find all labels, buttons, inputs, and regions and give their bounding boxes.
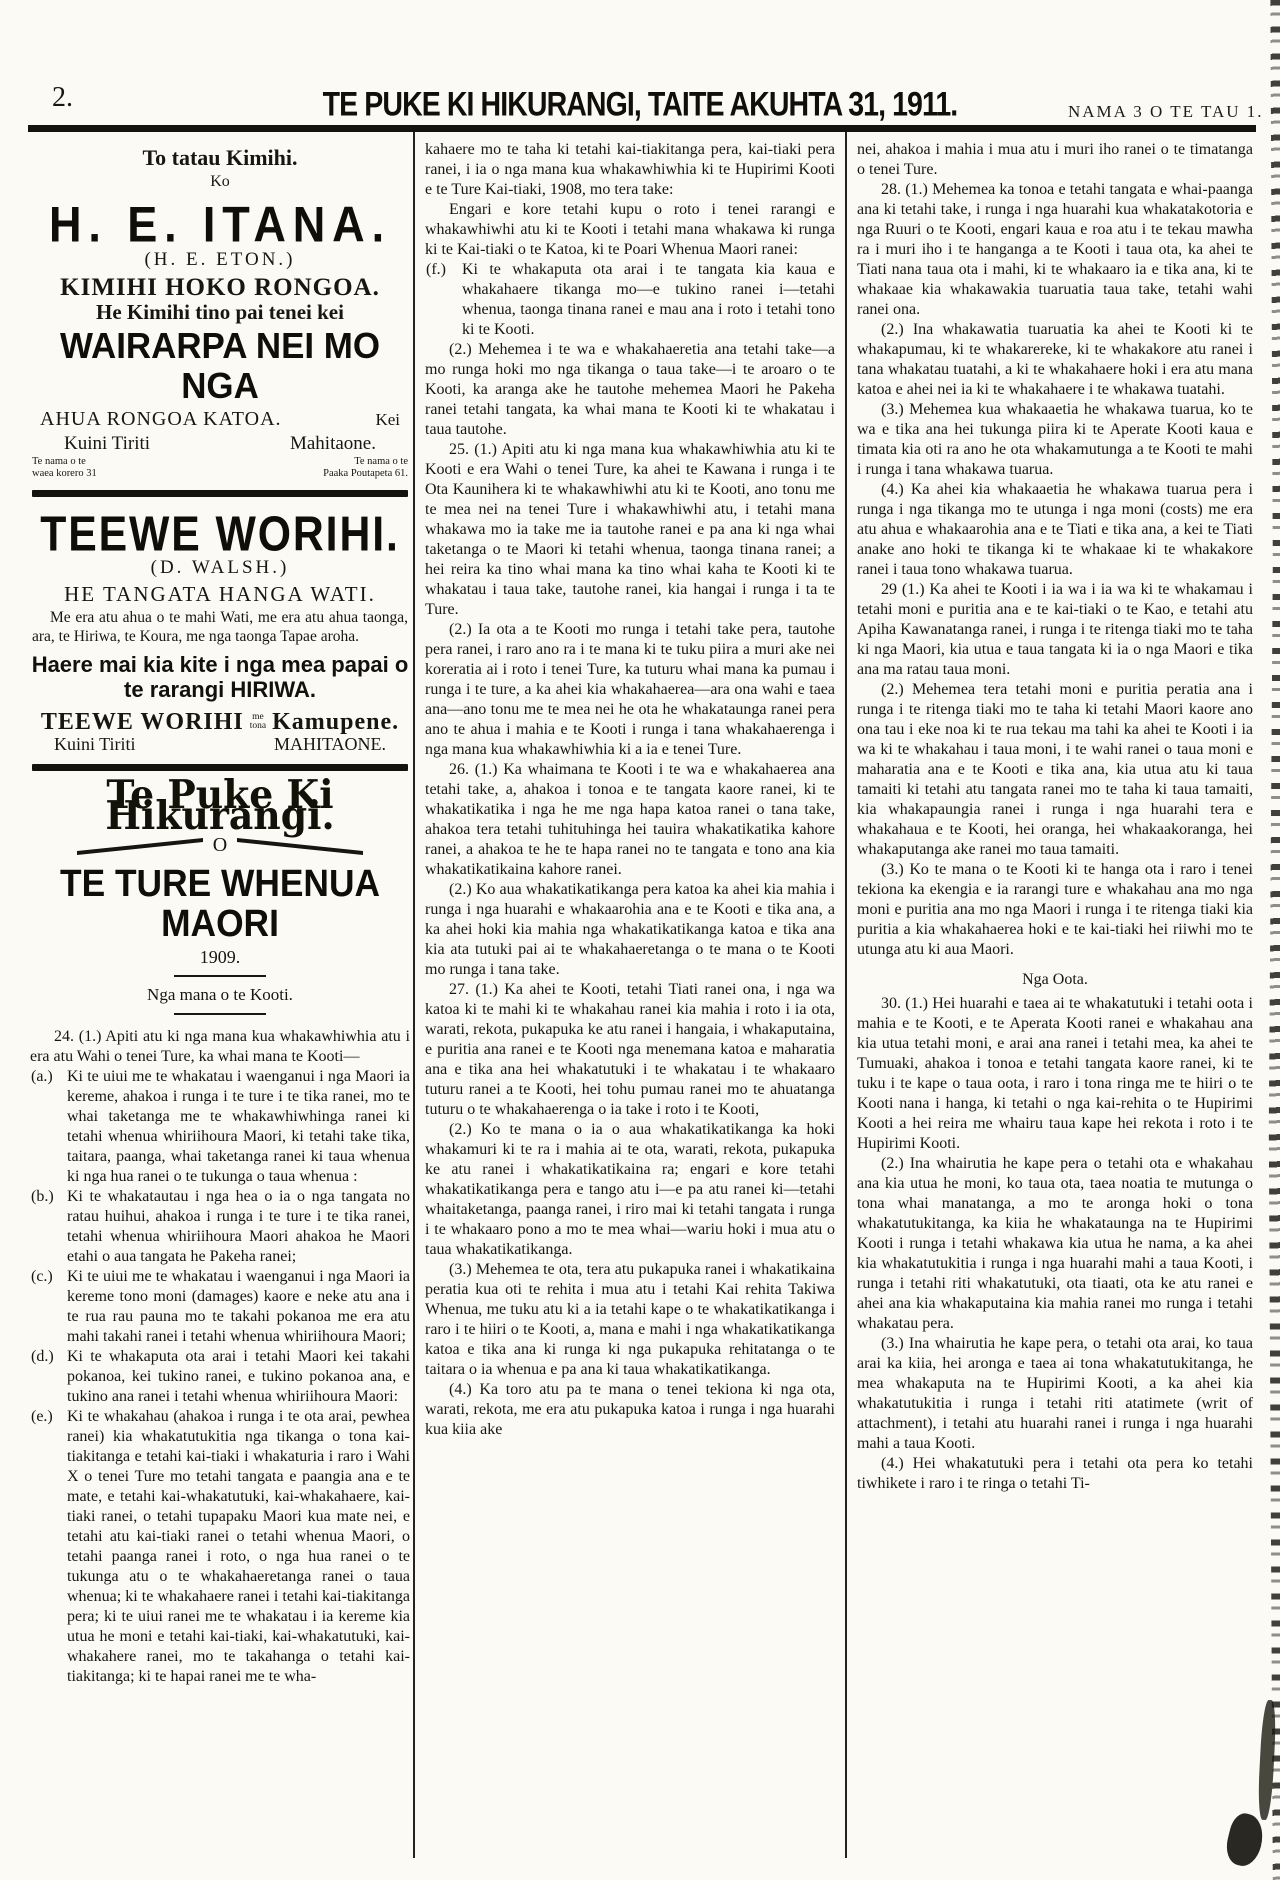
ad-box-note: Te nama o te Paaka Poutapeta 61.: [323, 456, 408, 480]
clause-item: [30, 1067, 410, 1187]
ad-places-row: [30, 734, 410, 754]
ad-firm-connector: me tona: [249, 712, 267, 732]
ad-line: AHUA RONGOA KATOA.: [40, 408, 282, 431]
clause-label: (a.): [31, 1068, 53, 1086]
ad-body-text: Me era atu ahua o te mahi Wati, me era atu ahua taonga, ara, te Hiriwa, te Koura, me nga taonga Tapae aroha.: [32, 609, 408, 646]
paragraph: (2.) Mehemea i te wa e whakahaeretia ana tetahi take—a mo runga hoki mo nga tikanga o taua take—i te aroaro o te Kooti, ka aranga ake he tautohe mehemea Maori he Pakeha ranei tetahi tangata, ka whai mana te Kooti ki te whakatau i taua tautohe.: [425, 341, 835, 438]
walsh-advertisement: [30, 505, 410, 771]
paragraph: kahaere mo te taha ki tetahi kai-tiakitanga pera, kai-tiaki pera ranei, i ia o nga mana kua whakawhiwhia ki te Hupirimi Kooti e te Ture Kai-tiaki, 1908, mo tera take:: [425, 141, 835, 198]
ad-places-row: [30, 434, 410, 454]
paragraph: Engari e kore tetahi kupu o roto i tenei rarangi e whakawhiwhi atu ki te Kooti i tetahi mana whakawa ki runga ki te Kai-tiaki o te Katoa, ki te Poari Whenua Maori ranei:: [425, 201, 835, 258]
section-heading: Nga mana o te Kooti.: [147, 985, 293, 1005]
clause-label: (c.): [31, 1268, 53, 1286]
clause-item: [30, 1347, 410, 1407]
ad-kei: Kei: [375, 410, 400, 430]
right-column: [857, 140, 1253, 1852]
paragraph: (4.) Ka toro atu pa te mana o tenei tekiona ki nga ota, warati, rekota, me era atu pukapuka katoa i runga i nga huarahi kua kiia ake: [425, 1381, 835, 1438]
paragraph: (2.) Ia ota a te Kooti mo runga i tetahi take pera, tautohe pera ranei, i raro ano ra i te mana ki te tuku piira a muri ake nei koreratia ai i roto i tenei Ture, ka tuturu whai mana ka pumau i runga i te ture, a ka ahei kia whakahaerea—ara ona wahi e taea ana—ano tonu me te mea nei he ota he whakataunga ranei pera ano te ahua i mahia e te Kooti i runga i tana whakahaerenga i nga mana kua whakawhiwhia ki a ia e tenei Ture.: [425, 621, 835, 758]
clause-label: (d.): [31, 1348, 54, 1366]
paper-title: Te Puke Ki Hikurangi.: [105, 771, 335, 840]
ad-phone-note: Te nama o te waea korero 31: [32, 456, 97, 480]
paragraph: (2.) Mehemea tera tetahi moni e puritia peratia ana i runga i te ritenga tiaki mo te taha ki tetahi Maori kaore ano ona tau i eke noa ki te rua tekau ma tahi ka ahei te Kooti i ia wa ki te whakahau i taua moni, i te wahi ranei o taua moni e maharatia ana e te Kooti e tika ana, kia utua atu ki taua tamaiti ki tetahi atu tangata ranei mo te taha ki taua tamaiti, kia whakapaungia ranei i runga i nga huarahi tera e whakahaua e te Kooti, hei oranga, hei whakaakoranga, hei whakaputanga ake ranei mo taua tamaiti.: [857, 681, 1253, 858]
clause-item: [30, 1187, 410, 1267]
ad-name-alt: (D. WALSH.): [150, 557, 290, 579]
paragraph: (3.) Ina whairutia he kape pera, o tetahi ota arai, ko taua arai ka kiia, hei aronga e taea ai tona whakatutukitanga, he mea whakaputa na te Hupirimi Kooti, a ka ahei kia whakatutukitia i runga i tetahi riti atatimete (writ of attachment), i tetahi atu huarahi ranei i runga i nga huarahi mahi a taua Kooti.: [857, 1335, 1253, 1452]
paragraph: (2.) Ina whakawatia tuaruatia ka ahei te Kooti ki te whakapumau, ki te whakarereke, ki te whakakore atu ranei i tana whakatau tuatahi, a ki te whakahaere hoki i era atu mana katoa e ahei nei ia ki te whakahaere i te whakawa tuatahi.: [857, 321, 1253, 398]
ad-firm-name: TEEWE WORIHI: [40, 709, 244, 736]
ad-heading: To tatau Kimihi.: [142, 145, 298, 170]
paragraph: (3.) Ko te mana o te Kooti ki te hanga ota i raro i tenei tekiona ka ekengia e ia rarangi ture e whakahau ana mo nga moni e puritia ana mo nga Maori i runga i te ritenga tiaki kia puritia a kia whakahaerea hoki e te kai-tiaki hei riiwhi mo te utunga atu ki aua Maori.: [857, 861, 1253, 958]
paragraph: 24. (1.) Apiti atu ki nga mana kua whakawhiwhia atu i era atu Wahi o tenei Ture, ka whai mana te Kooti—: [30, 1028, 410, 1066]
paragraph: 25. (1.) Apiti atu ki nga mana kua whakawhiwhia atu ki te Kooti e era Wahi o tenei Ture, ka ahei te Kawana i runga i te Ota Kaunihera ki te whakawhiwhi atu ki te Kooti, ano tonu me te mea nei na tenei Ture i whakawhiwhi atu, i tetahi mana whakawa mo ia take me ia tautohe ranei e pa ana ki nga whai taketanga o te Maori ki tetahi whenua, taonga tinana ranei; a hei reira ka tino whai mana ka tino whai kaha te Kooti ki te whakatau i taua take, tautohe ranei, kia hangai i runga i ta te Ture.: [425, 441, 835, 618]
header-rule: [28, 125, 1256, 132]
ad-divider-rule: [32, 490, 408, 497]
paragraph: 26. (1.) Ka whaimana te Kooti i te wa e whakahaerea ana tetahi take, a, ahakoa i tonoa e te tangata kaore ranei, ki te whakatikatika i nga he me nga hapa katoa ranei o tana take, ahakoa tera tetahi tuhituhinga hei tauira whakatikatika kahore ranei, a ahakoa te he te hapa ranei no te tangata e tono ana kia whakatikatikaina kahore ranei.: [425, 761, 835, 878]
ad-line: KIMIHI HOKO RONGOA.: [60, 274, 380, 302]
ad-notes-row: [30, 456, 410, 480]
left-column: [30, 140, 410, 1852]
left-column-body: [30, 1027, 410, 1687]
ad-place-right: MAHITAONE.: [273, 734, 386, 755]
clause-text: Ki te uiui me te whakatau i waenganui i nga Maori ia kereme, ahakoa i runga i te ture i te tika ranei, mo te whai taketanga me te whakawhiwhinga ranei ki tetahi whenua whiriihoura Maori, ki tetahi take tika, taitara, paanga, whai taketanga ranei ki taua whenua ki nga hua ranei o te tukunga o taua whenua :: [67, 1068, 410, 1186]
issue-number: NAMA 3 O TE TAU 1.: [1068, 102, 1264, 121]
ornament-letter: O: [212, 834, 228, 857]
ink-streak-artifact: [1257, 1700, 1277, 1821]
ad-place-right: Mahitaone.: [289, 433, 376, 455]
paragraph: (3.) Mehemea te ota, tera atu pukapuka ranei i whakatikaina peratia kua oti te rehita i mua atu i tetahi Kai rehita Takiwa Whenua, me tuku atu ki a ia tetahi kape o te whakatikatikanga i raro i te hiiri o te Kooti, a, mana e mahi i nga whakatikatikanga katoa e tika ana ki runga ki nga pukapuka rehitatanga o te taitara o ia whenua e pa ana ki taua whakatikatikanga.: [425, 1261, 835, 1378]
ad-row: [30, 409, 410, 430]
clause-text: Ki te whakaputa ota arai i tetahi Maori kei takahi pokanoa, kei tukino ranei, e tukino pokanoa ana, e tukino ana ranei i tetahi whenua whiriihoura Maori:: [67, 1348, 410, 1406]
paragraph: (2.) Ko te mana o ia o aua whakatikatikanga ka hoki whakamuri ki te ra i mahia ai te ota, warati, rekota, pukapuka ke atu ranei i whakatikatikaina ra; engari e kore tetahi whakatikatikanga pera e tango atu i—e pa atu ranei ki—tetahi whaitaketanga, paanga ranei, i riro mai ki tetahi tangata i runga i te whakaaro pono a mo te mea whai—wariu hoki i mua atu o taua whakatikatikanga.: [425, 1121, 835, 1258]
short-rule: [174, 975, 266, 977]
section-heading: Nga Oota.: [1022, 971, 1088, 988]
ad-line: WAIRARPA NEI MO NGA: [59, 325, 381, 406]
clause-label: (b.): [31, 1188, 54, 1206]
ad-line: HE TANGATA HANGA WATI.: [64, 582, 376, 607]
clause-item: [30, 1267, 410, 1347]
paragraph: 27. (1.) Ka ahei te Kooti, tetahi Tiati ranei ona, i nga wa katoa ki te mahi ki te whakahau ranei kia mahia i roto i ia ota, warati, rekota, pukapuka ke atu ranei i hangaia, i whakaputaina, e puritia ana ranei e te Kooti nga menemana katoa e maharatia ana e tika ana hei whakatutuki i te whakatau i te whakaaro tuturu ranei a te Kooti, hei tohu pumau ranei mo te ahuatanga tuturu o te whakahaerenga o ia take i roto i te Kooti,: [425, 981, 835, 1118]
act-year: 1909.: [199, 947, 241, 968]
ad-name-alt: (H. E. ETON.): [144, 249, 296, 271]
paragraph: (2.) Ina whairutia he kape pera o tetahi ota e whakahau ana kia utua he moni, ko taua ota, taea noatia te mutunga o tona whai manatanga, a mo te aronga hoki o tona whakatutukitanga, ka kiia he whakataunga na te Hupirimi Kooti i runga i tetahi whakawa kia utua he nama, a ka ahei kia whakatutukitia i runga i nga huarahi mahi a taua Kooti, i runga i tetahi riti whakatutuki, ota tiaati, ota ke atu ranei e ahei ana kia whakaputaina kia mahia ranei mo runga i tetahi whakatau pera.: [857, 1155, 1253, 1332]
paragraph: (2.) Ko aua whakatikatikanga pera katoa ka ahei kia mahia i runga i nga huarahi e whakaarohia ana e te Kooti e tika ana, a ka ahei hoki kia mahia nga whakatikatikanga katoa e tika ana kia ata tutuki pai ai te whakahaeretanga o te mana o te Kooti mo runga i tana take.: [425, 881, 835, 978]
ad-cta-text: Haere mai kia kite i nga mea papai o te rarangi HIRIWA.: [31, 652, 409, 703]
paragraph: 30. (1.) Hei huarahi e taea ai te whakatutuki i tetahi oota i mahia e te Kooti, e te Aperata Kooti ranei e whakahau ana kia utua tetahi moni, e arai ana ranei i tetahi mea, ka ahei te Tumuaki, ahakoa i tonoa e tetahi tangata kaore ranei, ki te tuku i te kape o taua oota, i raro i tona ringa me te hiiri o te Kooti nana i hanga, ki tetahi o nga kai-rehita o te Hupirimi Kooti a hei reira me whairu taua kape hei rekota i roto i te Hupirimi Kooti.: [857, 995, 1253, 1152]
masthead-dateline: TE PUKE KI HIKURANGI, TAITE AKUHTA 31, 1911.: [322, 84, 958, 124]
ad-firm-line: [30, 709, 410, 736]
clause-item: [425, 260, 835, 340]
itana-advertisement: [30, 145, 410, 497]
clause-text: Ki te whakatautau i nga hea o ia o nga tangata no ratau huihui, ahakoa i runga i te ture i te tika ranei, tetahi whenua whiriihoura Maori ahakoa he Maori etahi o aua tangata he Pakeha ranei;: [67, 1188, 410, 1266]
ad-name-big: TEEWE WORIHI.: [40, 505, 400, 563]
clause-text: Ki te whakahau (ahakoa i runga i te ota arai, pewhea ranei) kia whakatutukitia nga tikanga o tona kai-tiakitanga e tetahi kai-tiaki i whakaturia i raro i Wahi X o tenei Ture mo tetahi tangata e paangia ana e te mate, e tetahi kai-whakatutuki, kai-whakahaere, kai-tiaki ranei, o tetahi tupapaku Maori kua mate nei, e tetahi atu kai-tiaki ranei o tetahi whenua Maori, o tetahi paanga ranei i roto, o nga hua ranei o te tukunga atu o te whakahaeretanga ranei o taua whenua; ki te whakahaere ranei i tetahi kai-tiakitanga pera; ki te uiui ranei me te whakatau i ia kereme kia utua he moni e tetahi kai-tiaki, kai-whakatutuki, kai-whakahere ranei, mo te takahanga o tetahi kai-tiakitanga; ki te hapai ranei me te wha-: [67, 1408, 410, 1686]
column-divider-right: [845, 132, 847, 1858]
ad-ko: Ko: [210, 173, 230, 190]
clause-label: (f.): [426, 261, 446, 278]
paragraph: 28. (1.) Mehemea ka tonoa e tetahi tangata e whai-paanga ana ki tetahi take, i runga i nga huarahi kua whakatakotoria e nga Ruuri o te Kooti, engari kaua e roa atu i te tekau mawha ra i muri iho i te hanganga a te Kooti i taua ota, ka ahei te Tiati nana taua ota i mahi, ki te whakaaro ia e tika ana, ki te whakaae kia whakawakia tuaruatia taua take, tetahi wahi ranei ona.: [857, 181, 1253, 318]
act-title: TE TURE WHENUA MAORI: [59, 863, 381, 946]
clause-text: Ki te whakaputa ota arai i te tangata kia kaua e whakahaere tikanga mo—e tukino ranei i—tetahi whenua, taonga tinana ranei e mau ana i roto i tetahi tono ki te Kooti.: [462, 261, 835, 338]
page-number: 2.: [52, 82, 73, 113]
ad-firm-end: Kamupene.: [272, 709, 400, 736]
scan-edge-artifact: [1264, 0, 1280, 1880]
clause-item: [30, 1407, 410, 1687]
ad-name-big: H. E. ITANA.: [49, 195, 391, 253]
ad-place-left: Kuini Tiriti: [64, 433, 151, 455]
paragraph: 29 (1.) Ka ahei te Kooti i ia wa i ia wa ki te whakamau i tetahi moni e puritia ana e te kai-tiaki o te Kao, e tetahi atu Apiha Kawanatanga ranei, i runga i te ritenga tiaki mo te taha ki nga Maori, kia utua e taua tangata ki ia o nga Maori e tika ana ma ratau taua moni.: [857, 581, 1253, 678]
paper-masthead: [30, 771, 410, 1015]
ad-place-left: Kuini Tiriti: [54, 734, 136, 755]
clause-text: Ki te uiui me te whakatau i waenganui i nga Maori ia kereme tono moni (damages) kaore e neke atu ana i te rua rau pauna mo te takahi pokanoa me era atu mahi takahi ranei i tetahi whenua whiriihoura Maori;: [67, 1268, 410, 1346]
paragraph: (4.) Ka ahei kia whakaaetia he whakawa tuarua pera i runga i nga tikanga mo te utunga i nga moni (costs) me era atu ahua e whakaarohia ana e te Tiati e tika ana, a kei te Tiati anake ano hoki te tikanga ki te whakaae ki te whakakore ranei i taua tono whakawa tuarua.: [857, 481, 1253, 578]
paragraph: (3.) Mehemea kua whakaaetia he whakawa tuarua, ko te wa e tika ana hei tukunga piira ki te Aperate Kooti kaua e timata kia oti ra ano he ota whakamutunga a te Kooti te mahi i runga i tana whakawa tuarua.: [857, 401, 1253, 478]
clause-label: (e.): [31, 1408, 53, 1426]
ad-line: He Kimihi tino pai tenei kei: [96, 300, 344, 325]
column-divider-left: [413, 132, 415, 1858]
paragraph: nei, ahakoa i mahia i mua atu i muri iho ranei o te timatanga o tenei Ture.: [857, 141, 1253, 178]
middle-column: [425, 140, 835, 1852]
paragraph: (4.) Hei whakatutuki pera i tetahi ota pera ko tetahi tiwhikete i raro i te ringa o tetahi Ti-: [857, 1455, 1253, 1492]
short-rule: [174, 1013, 266, 1015]
